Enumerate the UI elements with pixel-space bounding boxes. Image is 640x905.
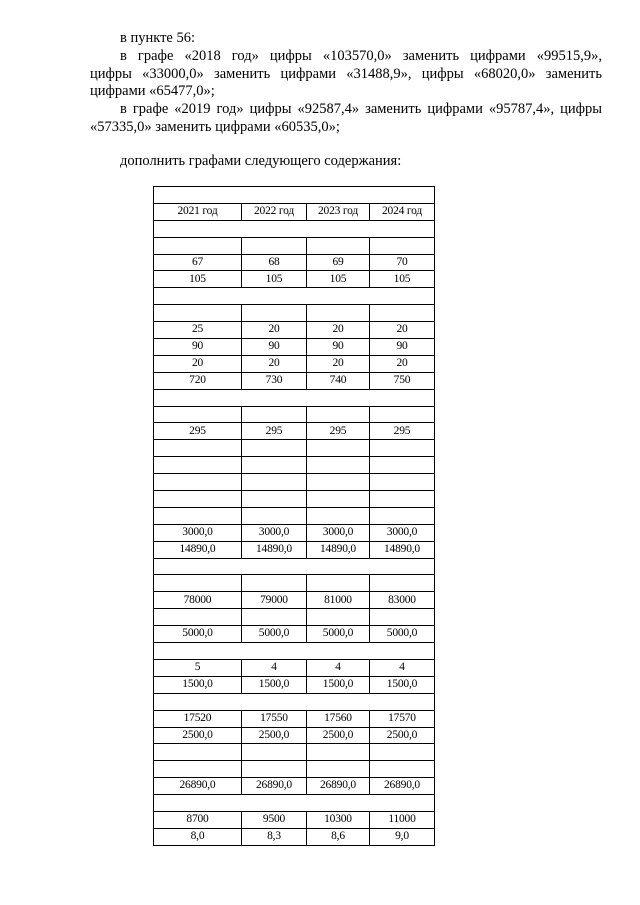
table-cell (242, 457, 307, 474)
text-add-columns (90, 153, 602, 171)
table-cell: 14890,0 (370, 541, 435, 558)
table-cell: 26890,0 (370, 778, 435, 795)
table-cell (307, 305, 370, 322)
table-cell: 70 (370, 254, 435, 271)
table-cell: 1500,0 (154, 676, 242, 693)
table-row (154, 220, 435, 237)
table-row (154, 541, 435, 558)
table-cell (370, 761, 435, 778)
table-row (154, 778, 435, 795)
table-cell (370, 237, 435, 254)
header-cell: 2023 год (307, 203, 370, 220)
table-row (154, 440, 435, 457)
table-cell: 8700 (154, 811, 242, 828)
paragraph-2019-line-1: в графе «2019 год» цифры «92587,4» заменить цифрами «95787,4», цифры (120, 101, 602, 117)
paragraph-2018-line-2: цифры «33000,0» заменить цифрами «31488,9», цифры «68020,0» заменить (90, 65, 602, 82)
table-row (154, 710, 435, 727)
text-intro (90, 30, 602, 48)
table-cell: 26890,0 (242, 778, 307, 795)
table-cell: 83000 (370, 592, 435, 609)
table-cell (154, 575, 242, 592)
paragraph-2018-line-3: цифрами «65477,0»; (90, 83, 215, 99)
table-cell: 3000,0 (307, 524, 370, 541)
table-row (154, 761, 435, 778)
table-cell: 14890,0 (307, 541, 370, 558)
table-cell (370, 457, 435, 474)
table-cell: 20 (242, 322, 307, 339)
table-cell: 68 (242, 254, 307, 271)
table-cell: 8,0 (154, 828, 242, 845)
table-cell: 26890,0 (154, 778, 242, 795)
table-cell: 20 (242, 355, 307, 372)
table-cell (242, 507, 307, 524)
table-cell (242, 474, 307, 491)
table-cell (154, 389, 435, 406)
table-cell: 720 (154, 372, 242, 389)
table-cell: 9,0 (370, 828, 435, 845)
table-cell (370, 406, 435, 423)
table-cell (154, 474, 242, 491)
table-row (154, 626, 435, 643)
header-cell: 2024 год (370, 203, 435, 220)
table-row (154, 491, 435, 508)
table-cell (370, 507, 435, 524)
table-cell: 20 (154, 355, 242, 372)
table-cell: 14890,0 (154, 541, 242, 558)
table-cell (370, 491, 435, 508)
table-cell: 20 (370, 355, 435, 372)
table-cell: 3000,0 (242, 524, 307, 541)
years-table (153, 186, 435, 846)
paragraph-2019 (90, 101, 602, 136)
table-cell: 11000 (370, 811, 435, 828)
table-row (154, 507, 435, 524)
table-cell (242, 761, 307, 778)
table-row (154, 643, 435, 660)
table-cell: 8,3 (242, 828, 307, 845)
table-row (154, 372, 435, 389)
table-cell: 67 (154, 254, 242, 271)
table-header-row (154, 203, 435, 220)
table-cell (154, 305, 242, 322)
table-row (154, 474, 435, 491)
table-cell: 3000,0 (154, 524, 242, 541)
table-row (154, 558, 435, 575)
table-cell (154, 609, 242, 626)
table-cell: 5000,0 (154, 626, 242, 643)
header-cell: 2021 год (154, 203, 242, 220)
table-cell (242, 609, 307, 626)
table-row (154, 592, 435, 609)
table-cell (242, 406, 307, 423)
table-cell (370, 305, 435, 322)
table-cell: 17550 (242, 710, 307, 727)
table-top-cell (154, 187, 435, 204)
table-row (154, 288, 435, 305)
table-cell: 4 (307, 659, 370, 676)
table-cell: 17570 (370, 710, 435, 727)
table-cell: 295 (307, 423, 370, 440)
table-cell: 81000 (307, 592, 370, 609)
table-cell: 295 (242, 423, 307, 440)
table-cell: 9500 (242, 811, 307, 828)
table-cell: 1500,0 (307, 676, 370, 693)
table-cell: 26890,0 (307, 778, 370, 795)
table-cell: 1500,0 (242, 676, 307, 693)
table-cell: 90 (154, 339, 242, 356)
table-row (154, 828, 435, 845)
table-cell (154, 693, 435, 710)
table-cell (307, 609, 370, 626)
table-cell: 2500,0 (154, 727, 242, 744)
table-cell (154, 795, 435, 812)
table-cell: 5000,0 (370, 626, 435, 643)
table-cell (154, 457, 242, 474)
table-cell (154, 558, 435, 575)
table-top-row (154, 187, 435, 204)
table-cell (242, 744, 307, 761)
table-cell (154, 288, 435, 305)
table-cell: 295 (370, 423, 435, 440)
table-cell: 105 (242, 271, 307, 288)
table-row (154, 389, 435, 406)
table-cell (307, 440, 370, 457)
table-row (154, 744, 435, 761)
table-cell: 90 (242, 339, 307, 356)
table-cell: 4 (370, 659, 435, 676)
table-cell: 4 (242, 659, 307, 676)
paragraph-2018 (90, 48, 602, 101)
table-cell (242, 305, 307, 322)
table-cell (307, 491, 370, 508)
table-row (154, 575, 435, 592)
table-cell: 10300 (307, 811, 370, 828)
header-cell: 2022 год (242, 203, 307, 220)
table-row (154, 727, 435, 744)
table-row (154, 676, 435, 693)
table-cell (154, 491, 242, 508)
table-cell (307, 406, 370, 423)
table-cell (154, 744, 242, 761)
table-cell (154, 237, 242, 254)
table-row (154, 406, 435, 423)
table-cell (154, 643, 435, 660)
table-cell (370, 744, 435, 761)
table-cell (154, 761, 242, 778)
table-cell: 14890,0 (242, 541, 307, 558)
table-cell: 20 (307, 355, 370, 372)
table-row (154, 811, 435, 828)
table-cell: 740 (307, 372, 370, 389)
table-cell (242, 575, 307, 592)
table-cell (370, 474, 435, 491)
table-cell: 17560 (307, 710, 370, 727)
table-cell: 105 (370, 271, 435, 288)
table-cell: 3000,0 (370, 524, 435, 541)
intro-label: в пункте 56: (120, 30, 196, 46)
table-cell (307, 744, 370, 761)
table-cell (242, 440, 307, 457)
table-cell: 78000 (154, 592, 242, 609)
table-row (154, 237, 435, 254)
table-cell: 2500,0 (370, 727, 435, 744)
table-row (154, 457, 435, 474)
table-cell: 105 (154, 271, 242, 288)
table-row (154, 423, 435, 440)
table-row (154, 271, 435, 288)
table-cell (154, 507, 242, 524)
table-cell (242, 491, 307, 508)
table-cell: 79000 (242, 592, 307, 609)
table-cell (370, 440, 435, 457)
table-row (154, 659, 435, 676)
table-row (154, 322, 435, 339)
table-cell (307, 761, 370, 778)
table-cell: 105 (307, 271, 370, 288)
table-cell: 20 (307, 322, 370, 339)
table-cell: 8,6 (307, 828, 370, 845)
table-cell: 90 (307, 339, 370, 356)
table-cell: 730 (242, 372, 307, 389)
table-cell (154, 406, 242, 423)
table-row (154, 693, 435, 710)
table-row (154, 254, 435, 271)
table-row (154, 795, 435, 812)
table-cell: 20 (370, 322, 435, 339)
table-cell (154, 440, 242, 457)
table-cell (307, 575, 370, 592)
table-row (154, 524, 435, 541)
table-cell: 17520 (154, 710, 242, 727)
table-cell: 295 (154, 423, 242, 440)
table-cell: 2500,0 (307, 727, 370, 744)
table-cell: 25 (154, 322, 242, 339)
table-cell (242, 237, 307, 254)
table-cell: 90 (370, 339, 435, 356)
table-cell (370, 609, 435, 626)
table-cell (307, 457, 370, 474)
table-cell (154, 220, 435, 237)
table-cell: 750 (370, 372, 435, 389)
paragraph-2019-line-2: «57335,0» заменить цифрами «60535,0»; (90, 118, 340, 135)
table-row (154, 339, 435, 356)
table-row (154, 355, 435, 372)
table-cell: 1500,0 (370, 676, 435, 693)
paragraph-2018-line-1: в графе «2018 год» цифры «103570,0» заменить цифрами «99515,9», (120, 48, 602, 64)
table-cell (307, 507, 370, 524)
table-cell (370, 575, 435, 592)
table-cell: 5 (154, 659, 242, 676)
table-cell: 2500,0 (242, 727, 307, 744)
table-row (154, 609, 435, 626)
table-row (154, 305, 435, 322)
table-cell: 5000,0 (242, 626, 307, 643)
table-cell: 69 (307, 254, 370, 271)
table-cell (307, 237, 370, 254)
add-columns-label: дополнить графами следующего содержания: (120, 153, 402, 169)
table-cell (307, 474, 370, 491)
table-cell: 5000,0 (307, 626, 370, 643)
